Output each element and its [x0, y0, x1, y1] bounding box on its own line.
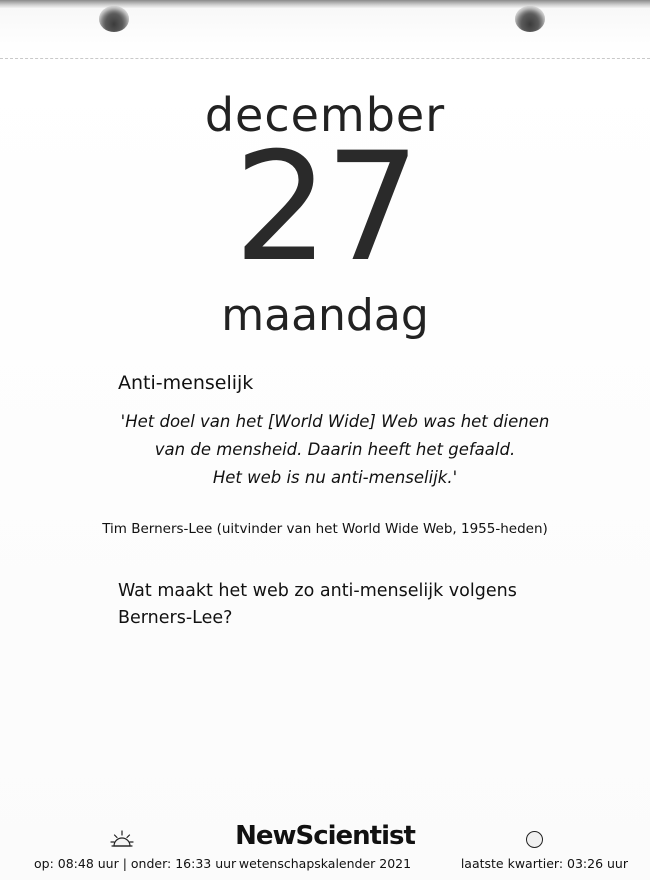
- day-number: 27: [233, 121, 417, 295]
- month-label: december: [204, 88, 446, 142]
- tear-off-perforation[interactable]: [0, 58, 650, 59]
- moon-phase: laatste kwartier: 03:26 uur: [460, 856, 628, 871]
- moon-icon: [526, 831, 543, 848]
- binding-hole-right: [515, 6, 545, 32]
- quote-attribution: Tim Berners-Lee (uitvinder van het World Wide Web, 1955-heden): [102, 521, 548, 537]
- question-line: Wat maakt het web zo anti-menselijk volgens: [118, 581, 517, 601]
- quote-block: [100, 408, 570, 492]
- weekday-label: maandag: [221, 290, 429, 341]
- binding-hole-left: [99, 6, 129, 32]
- page-top-edge: [0, 0, 650, 8]
- quote-line: van de mensheid. Daarin heeft het gefaald.: [154, 440, 516, 459]
- calendar-subtitle: wetenschapskalender 2021: [238, 856, 412, 871]
- brand-logo: NewScientist: [235, 821, 415, 851]
- question-line: Berners-Lee?: [118, 608, 233, 628]
- question-block: [118, 578, 538, 632]
- entry-title: Anti-menselijk: [118, 372, 254, 394]
- sun-times: op: 08:48 uur | onder: 16:33 uur: [34, 856, 237, 871]
- quote-line: 'Het doel van het [World Wide] Web was het dienen: [120, 412, 550, 431]
- quote-line: Het web is nu anti-menselijk.': [212, 468, 458, 487]
